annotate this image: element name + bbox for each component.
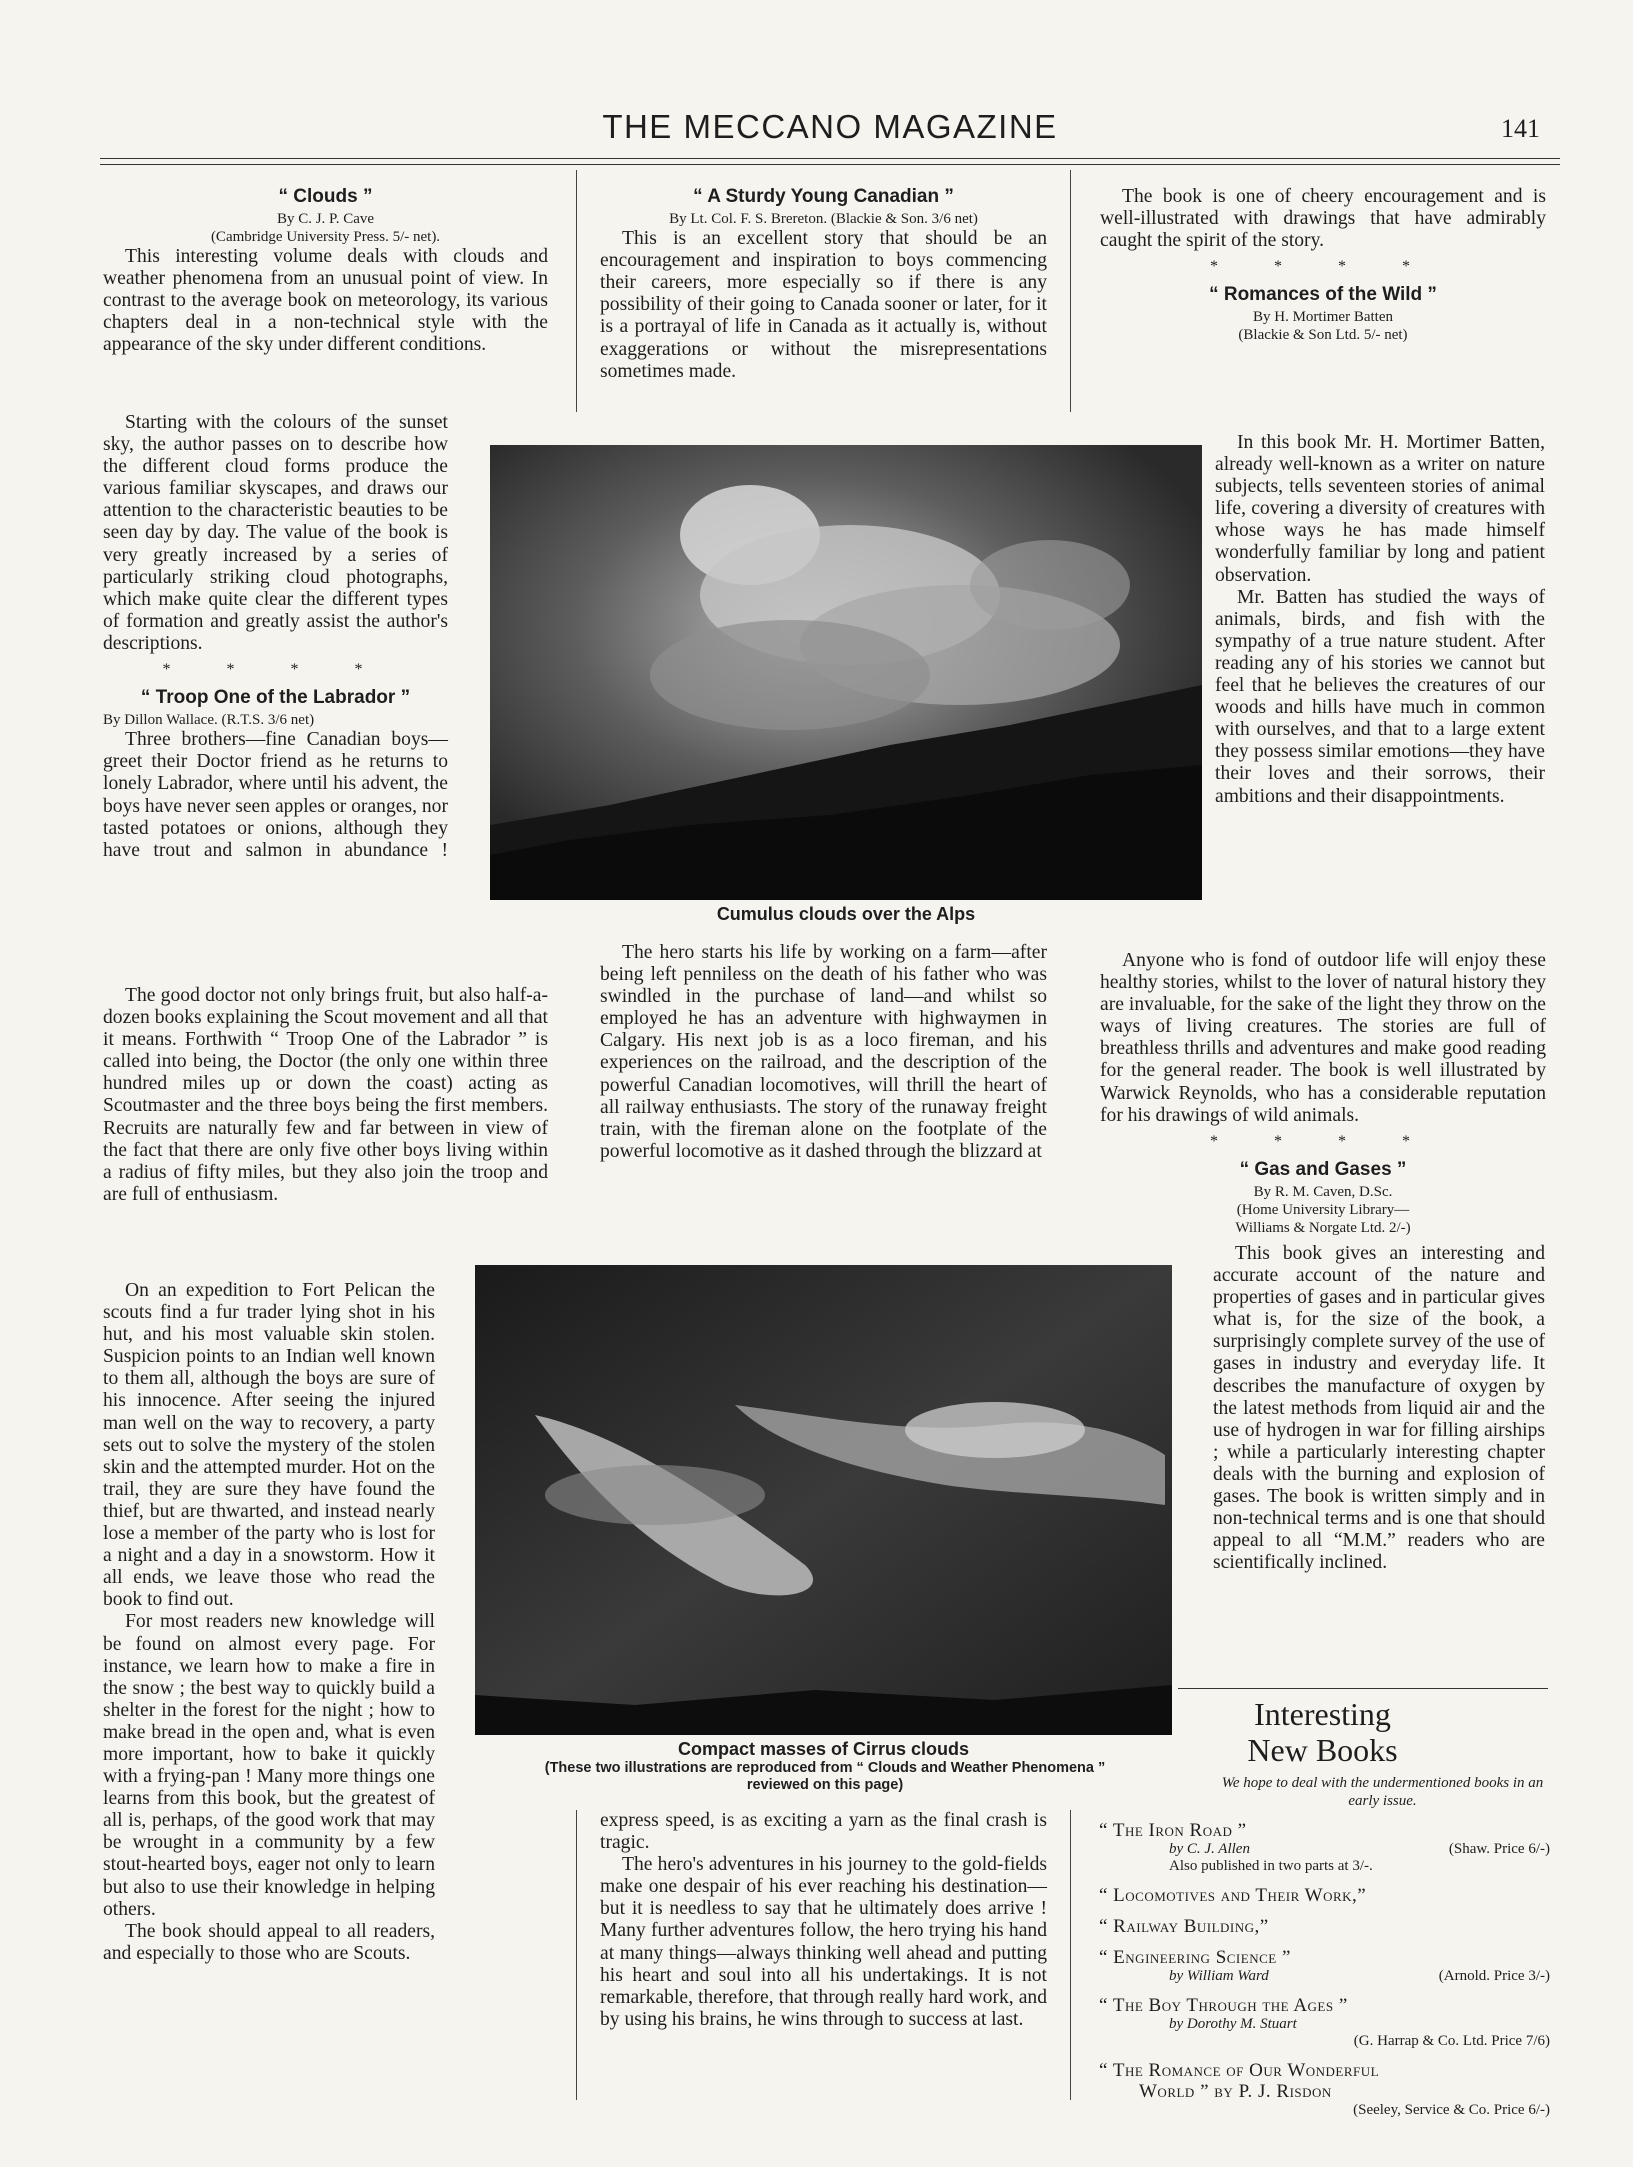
caption-photo2-note: reviewed on this page): [746, 1777, 904, 1793]
paragraph: The hero's adventures in his journey to the gold-fields make one despair of his ever reaching his destination—but it is needless to say that he ultimately does arrive ! Many further adventures follow, the hero trying his hand at many things—always thinking well ahead and putting his heart and soul into all his undertakings. It is not remarkable, therefore, that through really hard work, and by using his brains, he wins through to success at last.: [600, 1854, 1047, 2030]
book-item: [1099, 1885, 1550, 1906]
review-title: “ Gas and Gases ”: [1239, 1158, 1407, 1180]
review-clouds-cont: [103, 412, 448, 862]
paragraph: Mr. Batten has studied the ways of animals, birds, and fish with the sympathy of a true nature student. After reading any of his stories we cannot but feel that he believes the creatures of our woods and hills have much in common with ourselves, and that to a large extent they possess similar emotions—they have their loves and their sorrows, their ambitions and their disappointments.: [1215, 586, 1545, 807]
paragraph: This is an excellent story that should be an encouragement and inspiration to boys commencing their careers, more especially so if there is any possibility of their going to Canada sooner or later, for it is a portrayal of life in Canada as it actually is, without exaggerations or without the misrepresentations sometimes made.: [600, 228, 1047, 382]
header-rule-2: [100, 164, 1560, 165]
review-wild-cont: [1100, 950, 1546, 1237]
book-title: “ The Romance of Our Wonderful: [1099, 2060, 1380, 2081]
photo-cumulus-clouds: [490, 445, 1202, 900]
paragraph: Starting with the colours of the sunset sky, the author passes on to describe how the different cloud forms produce the various familiar skyscapes, and draws our attention to the characteristic beauties to be seen day by day. The value of the book is very greatly increased by a series of particularly striking cloud photographs, which make quite clear the different types of formation and greatly assist the author's descriptions.: [103, 412, 448, 654]
caption-photo1: Cumulus clouds over the Alps: [716, 904, 976, 924]
book-publisher: (Arnold. Price 3/-): [1438, 1968, 1550, 1984]
paragraph: Anyone who is fond of outdoor life will enjoy these healthy stories, whilst to the lover of natural history they are invaluable, for the sake of the light they throw on the ways of living creatures. The stories are full of breathless thrills and adventures and make good reading for the general reader. The book is well illustrated by Warwick Reynolds, who has a considerable reputation for his drawings of wild animals.: [1100, 950, 1546, 1126]
review-author: By Lt. Col. F. S. Brereton. (Blackie & Son. 3/6 net): [669, 211, 978, 228]
review-gas-text: [1213, 1243, 1545, 1574]
paragraph: In this book Mr. H. Mortimer Batten, already well-known as a writer on nature subjects, tells seventeen stories of animal life, covering a diversity of creatures with whose ways he has made himself wonderfully familiar by long and patient observation.: [1215, 432, 1545, 586]
book-item: [1099, 1947, 1550, 1985]
paragraph: The good doctor not only brings fruit, but also half-a-dozen books explaining the Scout movement and all that it means. Forthwith “ Troop One of the Labrador ” is called into being, the Doctor (the only one within three hundred miles up or down the coast) acting as Scoutmaster and the three boys being the first members. Recruits are naturally few and far between in view of the fact that there are only five other boys living within a radius of fifty miles, but they also join the troop and are full of enthusiasm.: [103, 985, 548, 1205]
paragraph: The hero starts his life by working on a farm—after being left penniless on the death of his father who was swindled in the purchase of land—and whilst so employed he has an adventure with highwaymen in Calgary. His next job is as a loco fireman, and his experiences on the railroad, and the description of the powerful Canadian locomotives, will thrill the heart of all railway enthusiasts. The story of the runaway freight train, with the fireman alone on the footplate of the powerful locomotive as it dashed through the blizzard at: [600, 942, 1047, 1162]
review-troop-cont2: [103, 1280, 435, 1965]
section-separator: * * * *: [162, 661, 389, 679]
review-author: By R. M. Caven, D.Sc.: [1253, 1183, 1393, 1200]
review-wild: [1100, 186, 1546, 344]
review-sturdy-cont: [600, 942, 1047, 1163]
section-separator: * * * *: [1210, 258, 1436, 276]
paragraph: The book should appeal to all readers, and especially to those who are Scouts.: [103, 1920, 435, 1964]
new-books-heading: Interesting: [1254, 1696, 1391, 1732]
section-separator: * * * *: [1210, 1132, 1436, 1150]
book-item: [1099, 1820, 1550, 1875]
new-books-note: We hope to deal with the undermentioned books in an early issue.: [1221, 1775, 1544, 1809]
new-books-section: [1095, 1696, 1550, 2129]
caption-photo2-note: (These two illustrations are reproduced from “ Clouds and Weather Phenomena ”: [544, 1760, 1106, 1776]
header-rule: [100, 158, 1560, 159]
review-title: “ A Sturdy Young Canadian ”: [693, 186, 954, 207]
book-author: by Dorothy M. Stuart: [1169, 2016, 1297, 2032]
book-item: [1099, 1916, 1550, 1937]
review-title: “ Clouds ”: [278, 186, 373, 207]
paragraph: On an expedition to Fort Pelican the scouts find a fur trader lying shot in his hut, and his most valuable skin stolen. Suspicion points to an Indian well known to them all, although the boys are sure of his innocence. After seeing the injured man well on the way to recovery, a party sets out to solve the mystery of the stolen skin and the attempted murder. Hot on the trail, they are sure they have found the thief, but are thwarted, and instead nearly lose a member of the party who is lost for a night and a day in a snowstorm. How it all ends, we leave those who read the book to find out.: [103, 1280, 435, 1611]
new-books-heading: New Books: [1247, 1732, 1398, 1768]
book-publisher: (Seeley, Service & Co. Price 6/-): [1353, 2102, 1550, 2118]
book-publisher: (G. Harrap & Co. Ltd. Price 7/6): [1353, 2033, 1550, 2049]
book-author: by C. J. Allen: [1169, 1841, 1250, 1857]
review-sturdy-end: [600, 1810, 1047, 2031]
review-wild-text: [1215, 432, 1545, 808]
book-title: “ Railway Building,”: [1099, 1916, 1269, 1937]
review-title: “ Troop One of the Labrador ”: [140, 687, 411, 709]
paragraph: For most readers new knowledge will be found on almost every page. For instance, we learn how to make a fire in the snow ; the best way to quickly build a shelter in the forest for the night ; how to make bread in the open and, what is even more important, how to bake it quickly with a frying-pan ! Many more things one learns from this book, but the greatest of all is, perhaps, of the good work that may be wrought in a community by a few stout-hearted boys, eager not only to learn but also to use their knowledge in helping others.: [103, 1611, 435, 1920]
column-divider: [576, 1810, 577, 2100]
review-troop-cont: [103, 985, 548, 1206]
book-publisher: (Shaw. Price 6/-): [1448, 1841, 1550, 1857]
paragraph: The book is one of cheery encouragement and is well-illustrated with drawings that have admirably caught the spirit of the story.: [1100, 186, 1546, 252]
photo-cirrus-clouds: [475, 1265, 1172, 1735]
review-author: By H. Mortimer Batten: [1253, 309, 1393, 326]
book-meta: [1099, 1968, 1550, 1985]
section-rule: [1178, 1688, 1548, 1689]
review-title: “ Romances of the Wild ”: [1209, 284, 1437, 306]
review-publisher: (Cambridge University Press. 5/- net).: [210, 229, 441, 246]
book-title: “ Engineering Science ”: [1099, 1947, 1291, 1968]
book-author: by William Ward: [1169, 1968, 1269, 1984]
book-title: World ” by P. J. Risdon: [1139, 2081, 1332, 2102]
book-title: “ Locomotives and Their Work,”: [1099, 1885, 1367, 1906]
magazine-title: THE MECCANO MAGAZINE: [602, 108, 1058, 145]
paragraph: This interesting volume deals with clouds and weather phenomena from an unusual point of view. In contrast to the average book on meteorology, its various chapters deal in a non-technical style with the appearance of the sky under different conditions.: [103, 246, 548, 356]
page-number: 141: [1501, 114, 1540, 143]
column-divider: [1070, 1810, 1071, 2100]
book-title: “ The Boy Through the Ages ”: [1099, 1995, 1348, 2016]
review-author: By Dillon Wallace. (R.T.S. 3/6 net): [103, 712, 315, 729]
book-meta: [1099, 1841, 1550, 1858]
review-clouds: [103, 180, 548, 357]
page-header: [100, 108, 1560, 152]
book-item: [1099, 1995, 1550, 2050]
book-item: [1099, 2060, 1550, 2119]
column-divider: [576, 170, 577, 412]
review-publisher: (Blackie & Son Ltd. 5/- net): [1238, 327, 1408, 344]
review-author: By C. J. P. Cave: [276, 211, 375, 228]
column-divider: [1070, 170, 1071, 412]
book-extra: Also published in two parts at 3/-.: [1169, 1858, 1373, 1874]
review-sturdy: [600, 180, 1047, 383]
book-title: “ The Iron Road ”: [1099, 1820, 1247, 1841]
review-publisher: Williams & Norgate Ltd. 2/-): [1235, 1219, 1411, 1236]
paragraph: express speed, is as exciting a yarn as the final crash is tragic.: [600, 1810, 1047, 1854]
caption-photo2: Compact masses of Cirrus clouds: [677, 1739, 970, 1759]
paragraph: This book gives an interesting and accurate account of the nature and properties of gases and in particular gives what is, for the size of the book, a surprisingly complete survey of the use of gases in industry and everyday life. It describes the manufacture of oxygen by the latest methods from liquid air and the use of hydrogen in war for filling airships ; while a particularly interesting chapter deals with the burning and explosion of gases. The book is written simply and in non-technical terms and is one that should appeal to all “M.M.” readers who are scientifically inclined.: [1213, 1243, 1545, 1574]
paragraph: Three brothers—fine Canadian boys—greet their Doctor friend as he returns to lonely Labrador, where until his advent, the boys have never seen apples or oranges, nor tasted potatoes or onions, although they have trout and salmon in abundance !: [103, 729, 448, 861]
review-publisher: (Home University Library—: [1236, 1201, 1410, 1218]
